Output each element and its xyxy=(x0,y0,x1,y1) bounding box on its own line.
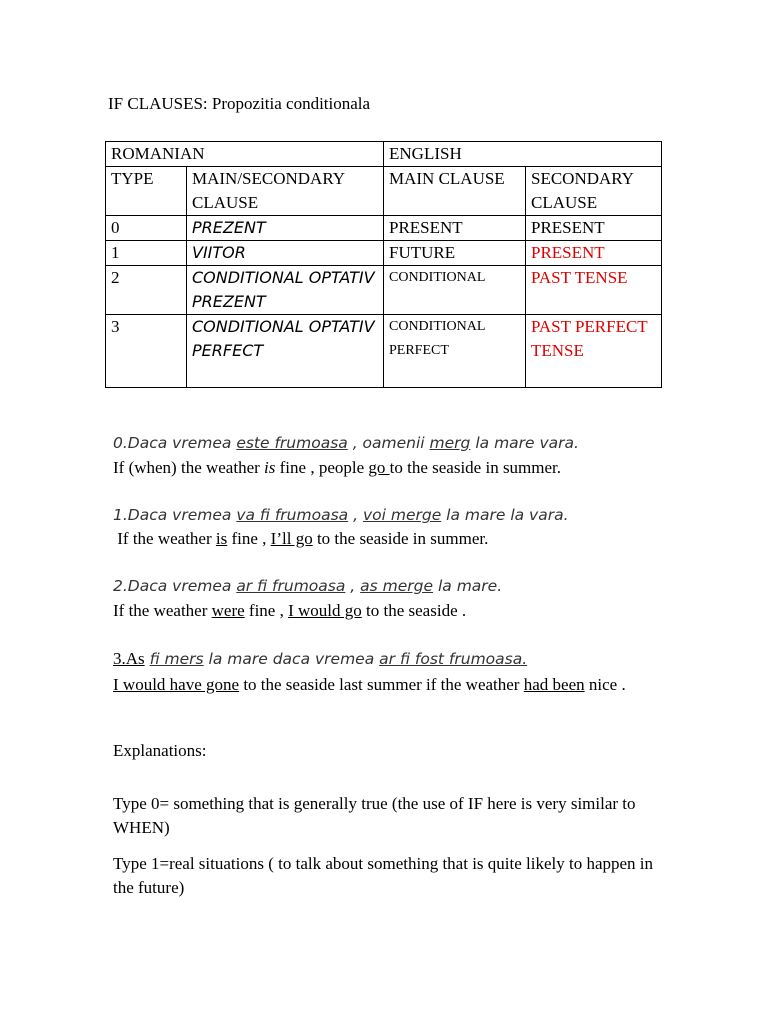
text-segment: to the seaside in summer. xyxy=(389,458,562,477)
underlined-segment: ar fi frumoasa xyxy=(236,577,346,595)
text-segment: nice . xyxy=(584,675,626,694)
cell-secondary: PAST TENSE xyxy=(526,266,662,315)
col-type: TYPE xyxy=(106,167,187,216)
example-3-romanian xyxy=(113,649,527,669)
explanations-heading: Explanations: xyxy=(113,741,207,760)
text-segment: fine , xyxy=(227,529,271,548)
underlined-segment: voi merge xyxy=(362,506,442,524)
tense-table xyxy=(105,141,662,388)
table-row xyxy=(106,216,662,241)
underlined-segment: were xyxy=(211,601,245,620)
text-segment: If the weather xyxy=(113,601,212,620)
cell-type: 0 xyxy=(106,216,187,241)
underlined-segment: had been xyxy=(523,675,585,694)
cell-type: 3 xyxy=(106,315,187,388)
italic-segment: is xyxy=(264,458,276,477)
underlined-segment: este frumoasa xyxy=(236,434,348,452)
text-segment: la mare la vara. xyxy=(441,506,569,524)
example-2-romanian xyxy=(113,577,502,595)
text-segment: If (when) the weather xyxy=(113,458,265,477)
example-0-romanian xyxy=(113,434,579,452)
underlined-segment: I would have gone xyxy=(113,675,240,694)
cell-romanian: VIITOR xyxy=(187,241,384,266)
cell-romanian: PREZENT xyxy=(187,216,384,241)
page-title: IF CLAUSES: Propozitia conditionala xyxy=(108,94,371,113)
text-segment: la mare vara. xyxy=(470,434,579,452)
example-2-english xyxy=(113,601,466,621)
table-row xyxy=(106,315,662,388)
table-row xyxy=(106,142,662,167)
text-segment: 0.Daca vremea xyxy=(113,434,237,452)
cell-romanian: CONDITIONAL OPTATIV PERFECT xyxy=(187,315,384,388)
cell-romanian: CONDITIONAL OPTATIV PREZENT xyxy=(187,266,384,315)
example-3-english xyxy=(113,673,673,697)
cell-main: CONDITIONAL PERFECT xyxy=(384,315,526,388)
underlined-segment: As xyxy=(125,649,145,668)
explanation-type-0: Type 0= something that is generally true (the use of IF here is very similar to WHEN) xyxy=(113,794,636,837)
cell-main: FUTURE xyxy=(384,241,526,266)
underlined-segment: 3. xyxy=(113,649,126,668)
text-segment: la mare. xyxy=(433,577,503,595)
underlined-segment: I would go xyxy=(288,601,362,620)
text-segment: , oamenii xyxy=(347,434,430,452)
cell-type: 2 xyxy=(106,266,187,315)
explanation-type-1: Type 1=real situations ( to talk about something that is quite likely to happen in the future) xyxy=(113,854,654,897)
cell-type: 1 xyxy=(106,241,187,266)
text-segment: If the weather xyxy=(113,529,216,548)
text-segment: fine , xyxy=(244,601,289,620)
underlined-segment: va fi frumoasa xyxy=(236,506,349,524)
underlined-segment: is xyxy=(215,529,228,548)
header-english: ENGLISH xyxy=(384,142,662,167)
col-secondary: SECONDARY CLAUSE xyxy=(526,167,662,216)
cell-main: PRESENT xyxy=(384,216,526,241)
example-1-english xyxy=(113,529,488,549)
underlined-segment: ar fi fost frumoasa. xyxy=(379,650,528,668)
underlined-segment: merg xyxy=(429,434,471,452)
text-segment: 2.Daca vremea xyxy=(113,577,237,595)
table-row xyxy=(106,266,662,315)
table-row xyxy=(106,167,662,216)
text-segment: 1.Daca vremea xyxy=(113,506,237,524)
example-0-english xyxy=(113,458,561,478)
cell-secondary: PRESENT xyxy=(526,216,662,241)
text-segment: to the seaside in summer. xyxy=(312,529,489,548)
table-row xyxy=(106,241,662,266)
col-main-secondary: MAIN/SECONDARY CLAUSE xyxy=(187,167,384,216)
cell-secondary: PRESENT xyxy=(526,241,662,266)
text-segment: to the seaside . xyxy=(361,601,467,620)
text-segment: la mare daca vremea xyxy=(203,650,380,668)
text-segment: fine , people xyxy=(275,458,369,477)
underlined-segment: go xyxy=(368,458,390,477)
text-segment: , xyxy=(348,506,363,524)
cell-main: CONDITIONAL xyxy=(384,266,526,315)
underlined-segment: I’ll go xyxy=(270,529,313,548)
col-main: MAIN CLAUSE xyxy=(384,167,526,216)
text-segment: , xyxy=(345,577,361,595)
header-romanian: ROMANIAN xyxy=(106,142,384,167)
underlined-segment: fi mers xyxy=(149,650,204,668)
text-segment: to the seaside last summer if the weather xyxy=(239,675,524,694)
cell-secondary: PAST PERFECT TENSE xyxy=(526,315,662,388)
example-1-romanian xyxy=(113,506,569,524)
underlined-segment: as merge xyxy=(360,577,434,595)
